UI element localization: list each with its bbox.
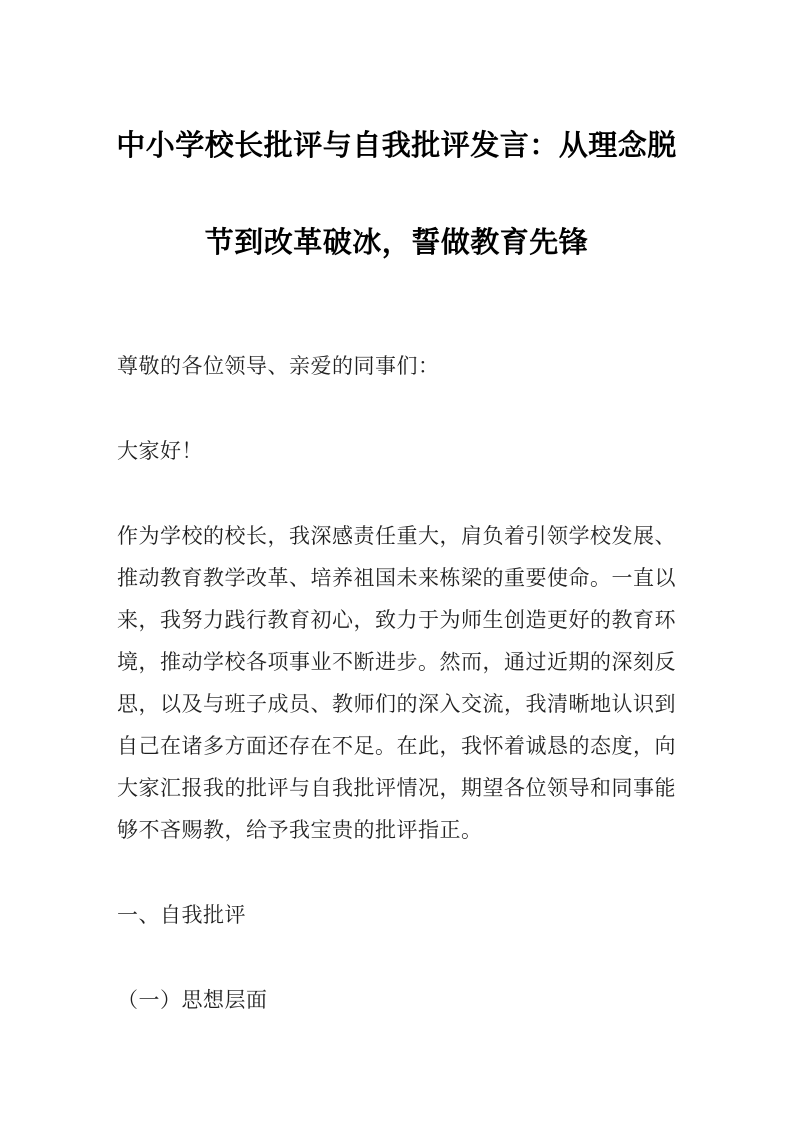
greeting-line: 大家好！ [117,440,203,463]
intro-paragraph: 作为学校的校长，我深感责任重大，肩负着引领学校发展、 推动教育教学改革、培养祖国未来栋梁的重要使命。一直以 来，我努力践行教育初心，致力于为师生创造更好的教育环 境，推动学校各项事业不断进步。然而，通过近期的深刻反 思，以及与班子成员、教师们的深入交流，我清晰地认识到 自己在诸多方面还存在不足。在此，我怀着诚恳的态度，向 大家汇报我的批评与自我批评情况，期望各位领导和同事能 够不吝赐教，给予我宝贵的批评指正。 [117,525,676,842]
document-title: 中小学校长批评与自我批评发言：从理念脱 节到改革破冰，誓做教育先锋 [116,130,677,259]
subsection-heading-thought-level: （一）思想层面 [117,989,268,1012]
salutation-line: 尊敬的各位领导、亲爱的同事们： [117,355,440,378]
document-body [0,346,793,1022]
section-heading-self-criticism: 一、自我批评 [117,904,246,927]
